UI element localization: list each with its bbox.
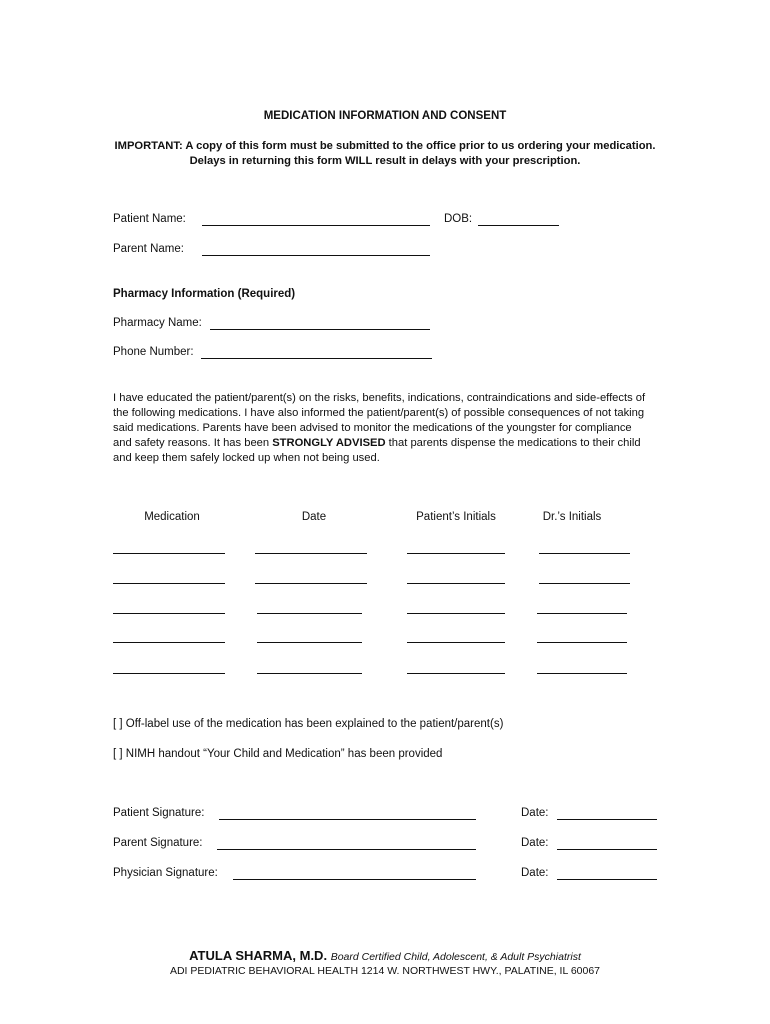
form-title: MEDICATION INFORMATION AND CONSENT [263, 110, 507, 122]
offlabel-checkbox-row[interactable]: [ ] Off-label use of the medication has been explained to the patient/parent(s) [113, 718, 504, 730]
med-row-1-dr-initials[interactable] [539, 553, 630, 554]
statement-part-1: I have educated the patient/parent(s) on the risks, benefits, indications, contraindications and side-effects of the following medications. I have also informed the patient/parent(s) of possible consequences of not taking said medications. Parents have been advised to monitor the medications of the youngster for compliance and safety reasons. It has been [113, 392, 646, 449]
footer-doctor-line [0, 948, 770, 963]
parent-name-label: Parent Name: [113, 243, 184, 255]
parent-date-label: Date: [521, 837, 549, 849]
med-row-3-medication[interactable] [113, 613, 225, 614]
med-row-2-patient-initials[interactable] [407, 583, 505, 584]
med-row-1-medication[interactable] [113, 553, 225, 554]
parent-name-field[interactable] [202, 255, 430, 256]
med-header-medication: Medication [144, 511, 200, 523]
statement-emphasis: STRONGLY ADVISED [272, 437, 386, 449]
med-row-3-date[interactable] [257, 613, 362, 614]
phone-number-label: Phone Number: [113, 346, 194, 358]
pharmacy-heading: Pharmacy Information (Required) [113, 288, 296, 300]
nimh-checkbox-row[interactable]: [ ] NIMH handout “Your Child and Medication” has been provided [113, 748, 443, 760]
med-row-3-patient-initials[interactable] [407, 613, 505, 614]
med-row-5-medication[interactable] [113, 673, 225, 674]
med-row-5-patient-initials[interactable] [407, 673, 505, 674]
parent-signature-label: Parent Signature: [113, 837, 203, 849]
pharmacy-name-field[interactable] [210, 329, 430, 330]
pharmacy-name-label: Pharmacy Name: [113, 317, 202, 329]
physician-date-field[interactable] [557, 879, 657, 880]
patient-name-label: Patient Name: [113, 213, 186, 225]
important-notice: IMPORTANT: A copy of this form must be submitted to the office prior to us ordering your medication. Delays in returning this form WILL result in delays with your prescription. [114, 140, 656, 167]
med-row-4-medication[interactable] [113, 642, 225, 643]
doctor-name: ATULA SHARMA, M.D. [189, 948, 328, 963]
patient-date-label: Date: [521, 807, 549, 819]
parent-date-field[interactable] [557, 849, 657, 850]
statement-part-2: that parents dispense the medications to their child and keep them safely locked up when not being used. [113, 437, 641, 464]
med-row-1-patient-initials[interactable] [407, 553, 505, 554]
med-row-2-medication[interactable] [113, 583, 225, 584]
med-row-2-dr-initials[interactable] [539, 583, 630, 584]
med-row-5-dr-initials[interactable] [537, 673, 627, 674]
med-header-date: Date [301, 511, 327, 523]
footer-address: ADI PEDIATRIC BEHAVIORAL HEALTH 1214 W. NORTHWEST HWY., PALATINE, IL 60067 [169, 965, 601, 977]
patient-date-field[interactable] [557, 819, 657, 820]
med-row-4-date[interactable] [257, 642, 362, 643]
med-row-3-dr-initials[interactable] [537, 613, 627, 614]
med-row-4-dr-initials[interactable] [537, 642, 627, 643]
dob-field[interactable] [478, 225, 559, 226]
physician-date-label: Date: [521, 867, 549, 879]
med-row-5-date[interactable] [257, 673, 362, 674]
med-row-1-date[interactable] [255, 553, 367, 554]
patient-signature-label: Patient Signature: [113, 807, 205, 819]
patient-signature-field[interactable] [219, 819, 476, 820]
physician-signature-label: Physician Signature: [113, 867, 218, 879]
med-row-4-patient-initials[interactable] [407, 642, 505, 643]
parent-signature-field[interactable] [217, 849, 476, 850]
med-header-patient-initials: Patient’s Initials [416, 511, 496, 523]
med-header-dr-initials: Dr.’s Initials [542, 511, 602, 523]
dob-label: DOB: [444, 213, 473, 225]
med-row-2-date[interactable] [255, 583, 367, 584]
phone-number-field[interactable] [201, 358, 432, 359]
consent-statement [113, 391, 653, 466]
patient-name-field[interactable] [202, 225, 430, 226]
doctor-specialty: Board Certified Child, Adolescent, & Adult Psychiatrist [330, 951, 581, 963]
physician-signature-field[interactable] [233, 879, 476, 880]
